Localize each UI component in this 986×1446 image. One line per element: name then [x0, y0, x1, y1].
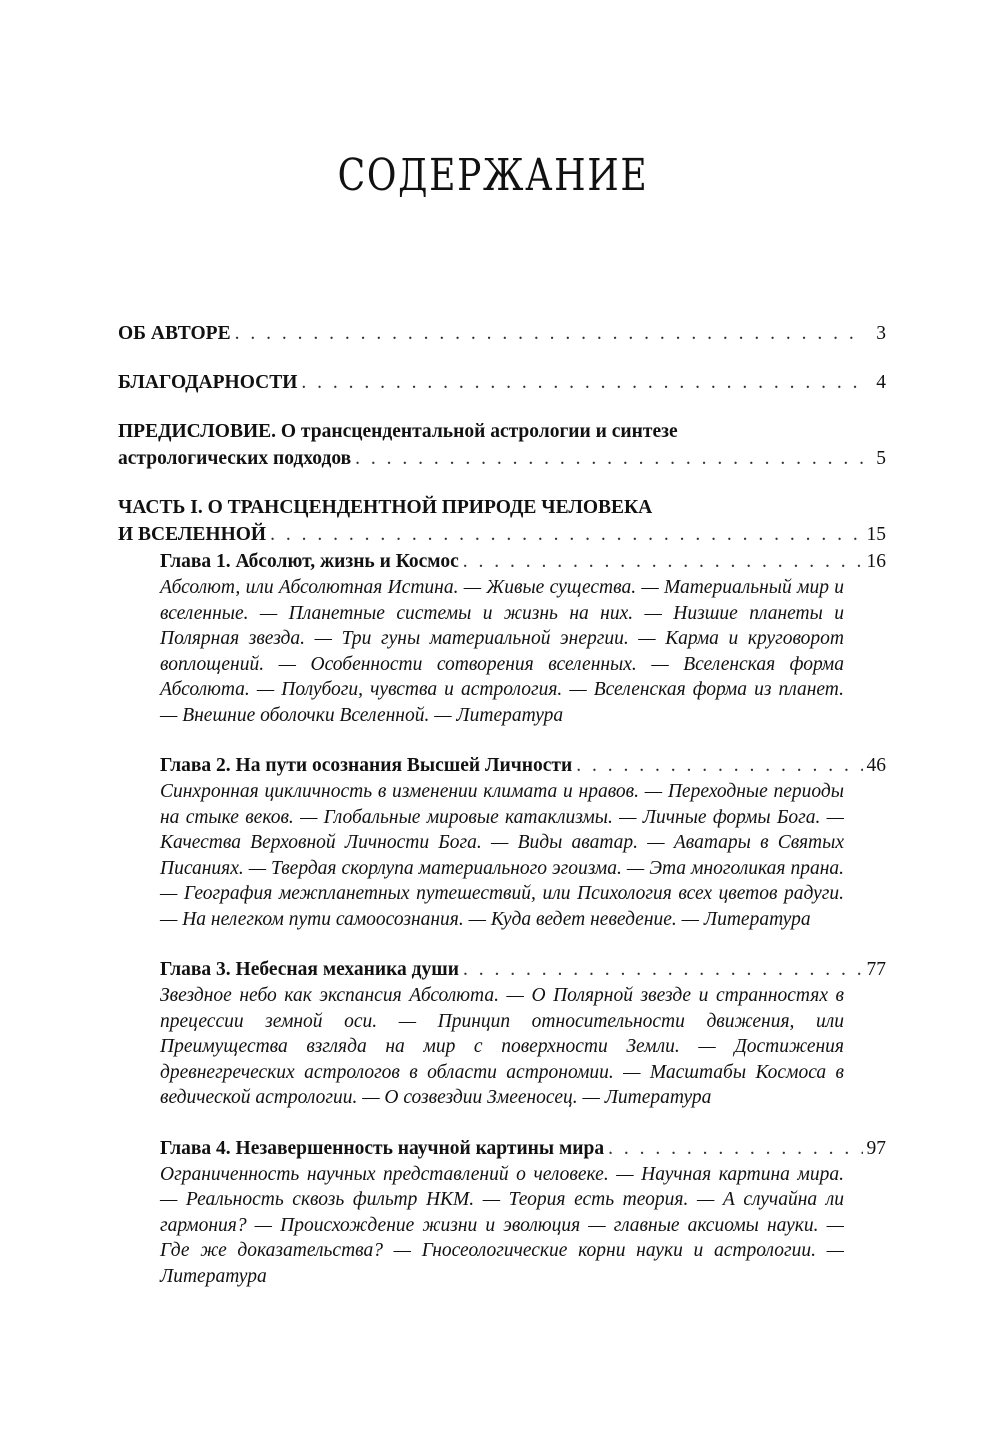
dot-leader [463, 956, 863, 983]
dot-leader [355, 445, 864, 472]
chapter-title: Глава 1. Абсолют, жизнь и Космос [160, 551, 459, 572]
chapter-description: Абсолют, или Абсолютная Истина. — Живые существа. — Материальный мир и вселенные. — Планетные системы и жизнь на них. — Низшие планеты и Полярная звезда. — Три гуны материальной энергии. — Карма и круговорот воплощений. — Особенности сотворения вселенных. — Вселенская форма Абсолюта. — Полубоги, чувства и астрология. — Вселенская форма из планет. — Внешние оболочки Вселенной. — Литература [160, 577, 844, 726]
dot-leader [270, 521, 862, 548]
dot-leader [608, 1135, 862, 1162]
page-number: 15 [866, 524, 886, 545]
chapter-title: Глава 3. Небесная механика души [160, 959, 459, 980]
dot-leader [576, 752, 862, 779]
chapter-description: Синхронная цикличность в изменении климата и нравов. — Переходные периоды на стыке веков. — Глобальные мировые катаклизмы. — Личные формы Бога. — Качества Верховной Личности Бога. — Виды аватар. — Аватары в Святых Писаниях. — Твердая скорлупа материального эгоизма. — Эта многоликая прана. — География межпланетных путешествий, или Психология всех цветов радуги. — На нелегком пути самоосознания. — Куда ведет неведение. — Литература [160, 781, 844, 930]
dot-leader [463, 548, 863, 575]
chapter-description: Звездное небо как экспансия Абсолюта. — О Полярной звезде и странностях в прецессии земной оси. — Принцип относительности движения, или Преимущества взгляда на мир с поверхности Земли. — Достижения древнегреческих астрологов в области астрономии. — Масштабы Космоса в ведической астрологии. — О созвездии Змееносец. — Литература [160, 985, 844, 1108]
toc-chapter-1[interactable] [160, 548, 886, 728]
toc-entry-part-1[interactable] [118, 494, 886, 548]
entry-title-line: ПРЕДИСЛОВИЕ. О трансцендентальной астрологии и синтезе [118, 421, 678, 442]
chapter-title: Глава 2. На пути осознания Высшей Личности [160, 755, 573, 776]
page-number: 77 [866, 959, 886, 980]
entry-title: И ВСЕЛЕННОЙ [118, 524, 267, 545]
page-number: 5 [876, 448, 886, 469]
dot-leader [235, 320, 864, 347]
page-number: 46 [866, 755, 886, 776]
page-number: 97 [866, 1137, 886, 1159]
page-title: СОДЕРЖАНИЕ [337, 150, 649, 201]
entry-title: астрологических подходов [118, 448, 352, 469]
toc-chapter-3[interactable] [160, 956, 886, 1111]
entry-title-line: ЧАСТЬ I. О ТРАНСЦЕНДЕНТНОЙ ПРИРОДЕ ЧЕЛОВЕКА [118, 497, 653, 518]
toc-entry-preface[interactable] [118, 418, 886, 472]
table-of-contents [118, 320, 886, 1313]
chapter-title: Глава 4. Незавершенность научной картины мира [160, 1137, 605, 1159]
entry-title: ОБ АВТОРЕ [118, 323, 231, 344]
chapter-description: Ограниченность научных представлений о человеке. — Научная картина мира. — Реальность сквозь фильтр НКМ. — Теория есть теория. — А случайна ли гармония? — Происхождение жизни и эволюция — главные аксиомы науки. — Где же доказательства? — Гносеологические корни науки и астрологии. — Литература [160, 1163, 844, 1287]
page-number: 16 [866, 551, 886, 572]
toc-entry-acknowledgements[interactable] [118, 369, 886, 396]
entry-title: БЛАГОДАРНОСТИ [118, 372, 298, 393]
page-number: 4 [876, 372, 886, 393]
toc-entry-about-author[interactable] [118, 320, 886, 347]
toc-chapter-4[interactable] [160, 1135, 886, 1290]
dot-leader [301, 369, 864, 396]
page-number: 3 [876, 323, 886, 344]
toc-chapter-2[interactable] [160, 752, 886, 932]
